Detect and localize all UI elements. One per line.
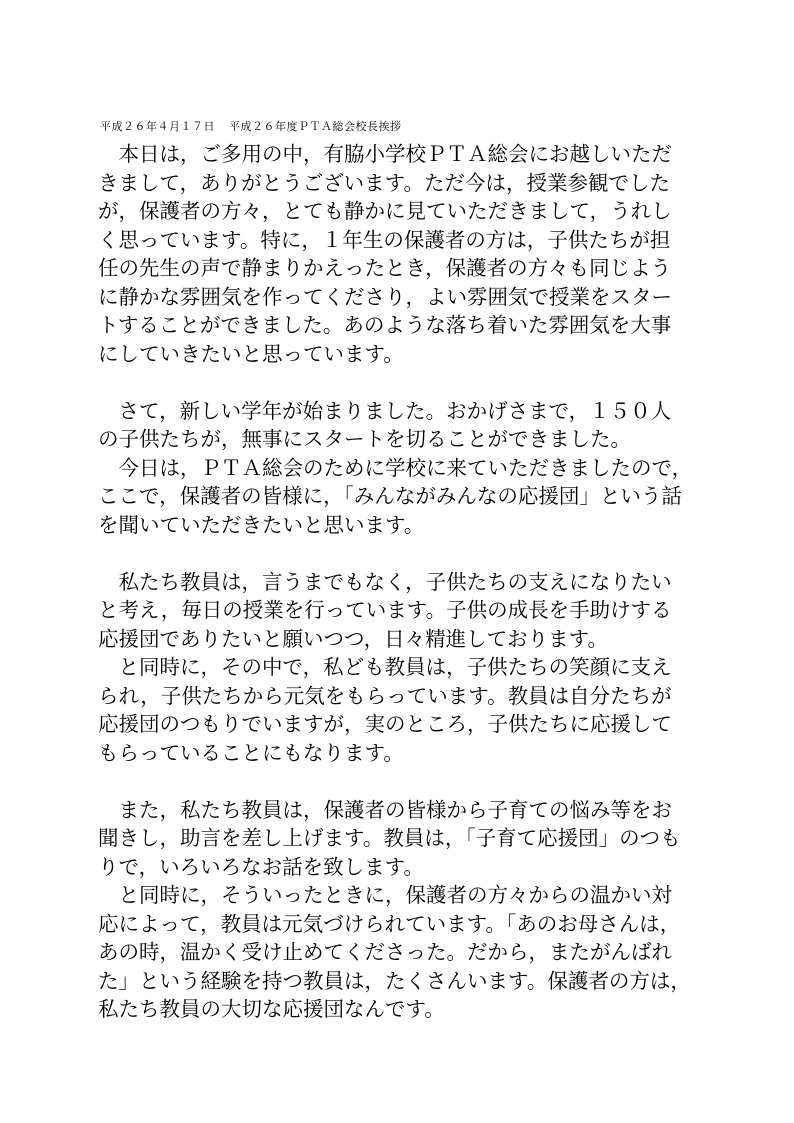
text-line: また，私たち教員は，保護者の皆様から子育ての悩み等をお	[98, 797, 672, 822]
text-line: の子供たちが，無事にスタートを切ることができました。	[98, 427, 631, 451]
paragraph-spacer	[98, 368, 708, 397]
text-line: 応援団のつもりでいますが，実のところ，子供たちに応援して	[98, 712, 672, 736]
text-line: と同時に，その中で，私ども教員は，子供たちの笑顔に支え	[98, 655, 672, 679]
text-line: られ，子供たちから元気をもらっています。教員は自分たちが	[98, 683, 672, 708]
text-line: 応によって，教員は元気づけられています。「あのお母さんは，	[98, 911, 681, 936]
text-line: 聞きし，助言を差し上げます。教員は，「子育て応援団」のつも	[98, 826, 681, 850]
text-line: と同時に，そういったときに，保護者の方々からの温かい対	[98, 883, 672, 907]
text-line: りで，いろいろなお話を致します。	[98, 854, 424, 879]
text-line: あの時，温かく受け止めてくださった。だから，またがんばれ	[98, 940, 672, 964]
header-date: 平成２６年４月１７日	[100, 120, 215, 133]
text-line: もらっていることにもなります。	[98, 740, 404, 765]
text-line: 私たち教員の大切な応援団なんです。	[98, 997, 445, 1021]
text-line: と考え，毎日の授業を行っています。子供の成長を手助けする	[98, 598, 672, 622]
text-line: 私たち教員は，言うまでもなく，子供たちの支えになりたい	[98, 569, 672, 594]
text-line: が，保護者の方々，とても静かに見ていただきまして，うれし	[98, 199, 672, 223]
document-body	[98, 140, 708, 1024]
text-line: た」という経験を持つ教員は，たくさんいます。保護者の方は，	[98, 968, 691, 993]
text-line: ここで，保護者の皆様に，「みんながみんなの応援団」という話	[98, 484, 682, 508]
document-header	[100, 118, 402, 134]
text-line: 応援団でありたいと願いつつ，日々精進しております。	[98, 626, 609, 651]
text-line: 今日は，ＰＴＡ総会のために学校に来ていただきましたので，	[98, 455, 693, 480]
text-line: にしていきたいと思っています。	[98, 341, 404, 366]
text-line: さて，新しい学年が始まりました。おかげさまで，１５０人	[98, 398, 672, 423]
text-line: く思っています。特に，１年生の保護者の方は，子供たちが担	[98, 227, 671, 252]
text-line: トすることができました。あのような落ち着いた雰囲気を大事	[98, 313, 672, 337]
header-title: 平成２６年度ＰＴＡ総会校長挨拶	[229, 120, 402, 133]
text-line: を聞いていただきたいと思います。	[98, 512, 425, 537]
paragraph-spacer	[98, 539, 708, 568]
text-line: 任の先生の声で静まりかえったとき，保護者の方々も同じよう	[98, 256, 672, 280]
paragraph-spacer	[98, 767, 708, 796]
text-line: に静かな雰囲気を作ってくださり，よい雰囲気で授業をスター	[98, 284, 672, 309]
text-line: きまして，ありがとうございます。ただ今は，授業参観でした	[98, 170, 670, 195]
text-line: 本日は，ご多用の中，有脇小学校ＰＴＡ総会にお越しいただ	[98, 142, 672, 166]
